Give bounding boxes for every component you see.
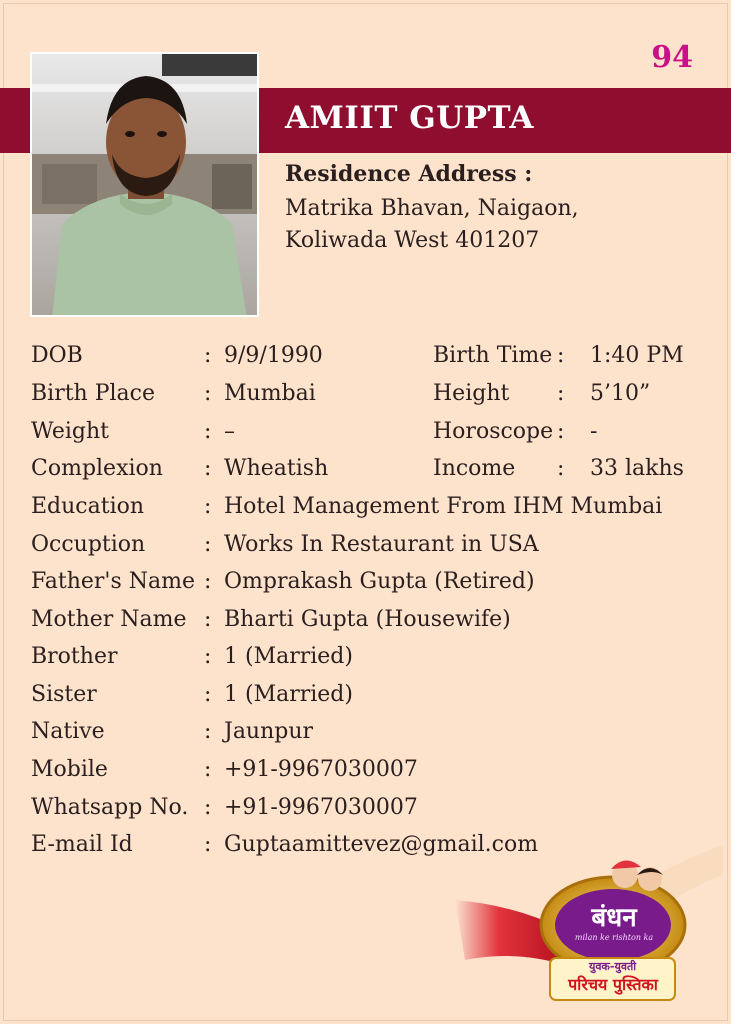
horoscope-label: Horoscope xyxy=(433,419,554,444)
native-label: Native xyxy=(31,719,105,744)
whatsapp-value: +91-9967030007 xyxy=(224,795,418,820)
dob-value: 9/9/1990 xyxy=(224,343,323,368)
education-value: Hotel Management From IHM Mumbai xyxy=(224,494,663,519)
weight-label: Weight xyxy=(31,419,109,444)
mother-name-value: Bharti Gupta (Housewife) xyxy=(224,607,511,632)
logo-tagline: milan ke rishton ka xyxy=(574,933,654,942)
mother-name-label: Mother Name xyxy=(31,607,187,632)
address-line-2: Koliwada West 401207 xyxy=(285,228,540,253)
income-label: Income xyxy=(433,456,516,481)
profile-photo xyxy=(30,52,259,317)
logo-main-text: बंधन xyxy=(591,903,637,933)
income-value: 33 lakhs xyxy=(590,456,684,481)
complexion-value: Wheatish xyxy=(224,456,329,481)
email-label: E-mail Id xyxy=(31,832,133,857)
page-number: 94 xyxy=(651,40,693,75)
occupation-value: Works In Restaurant in USA xyxy=(224,532,539,557)
profile-name: AMIIT GUPTA xyxy=(285,100,534,136)
colon: : xyxy=(557,381,565,406)
native-value: Jaunpur xyxy=(224,719,314,744)
father-name-label: Father's Name xyxy=(31,569,196,594)
mobile-value: +91-9967030007 xyxy=(224,757,418,782)
bandhan-logo xyxy=(455,845,725,1005)
colon: : xyxy=(204,644,212,669)
height-value: 5’10” xyxy=(590,381,651,406)
height-label: Height xyxy=(433,381,510,406)
whatsapp-label: Whatsapp No. xyxy=(31,795,189,820)
colon: : xyxy=(204,381,212,406)
education-label: Education xyxy=(31,494,145,519)
brother-label: Brother xyxy=(31,644,118,669)
colon: : xyxy=(204,569,212,594)
colon: : xyxy=(557,419,565,444)
colon: : xyxy=(204,682,212,707)
residence-address-title: Residence Address : xyxy=(285,161,533,187)
colon: : xyxy=(204,832,212,857)
email-value: Guptaamittevez@gmail.com xyxy=(224,832,539,857)
address-line-1: Matrika Bhavan, Naigaon, xyxy=(285,196,579,221)
father-name-value: Omprakash Gupta (Retired) xyxy=(224,569,535,594)
birth-place-label: Birth Place xyxy=(31,381,156,406)
brother-value: 1 (Married) xyxy=(224,644,353,669)
logo-banner-bottom: परिचय पुस्तिका xyxy=(568,975,658,994)
colon: : xyxy=(204,456,212,481)
person-photo-illustration xyxy=(32,54,259,317)
mobile-label: Mobile xyxy=(31,757,108,782)
colon: : xyxy=(204,795,212,820)
sister-value: 1 (Married) xyxy=(224,682,353,707)
colon: : xyxy=(204,343,212,368)
dob-label: DOB xyxy=(31,343,83,368)
birth-time-label: Birth Time xyxy=(433,343,553,368)
colon: : xyxy=(557,343,565,368)
colon: : xyxy=(557,456,565,481)
weight-value: – xyxy=(224,419,235,444)
colon: : xyxy=(204,494,212,519)
logo-banner-top: युवक-युवती xyxy=(588,960,637,973)
occupation-label: Occuption xyxy=(31,532,146,557)
complexion-label: Complexion xyxy=(31,456,163,481)
colon: : xyxy=(204,757,212,782)
birth-time-value: 1:40 PM xyxy=(590,343,684,368)
colon: : xyxy=(204,532,212,557)
sister-label: Sister xyxy=(31,682,97,707)
horoscope-value: - xyxy=(590,419,598,444)
colon: : xyxy=(204,719,212,744)
birth-place-value: Mumbai xyxy=(224,381,316,406)
colon: : xyxy=(204,607,212,632)
colon: : xyxy=(204,419,212,444)
turban xyxy=(611,860,641,869)
